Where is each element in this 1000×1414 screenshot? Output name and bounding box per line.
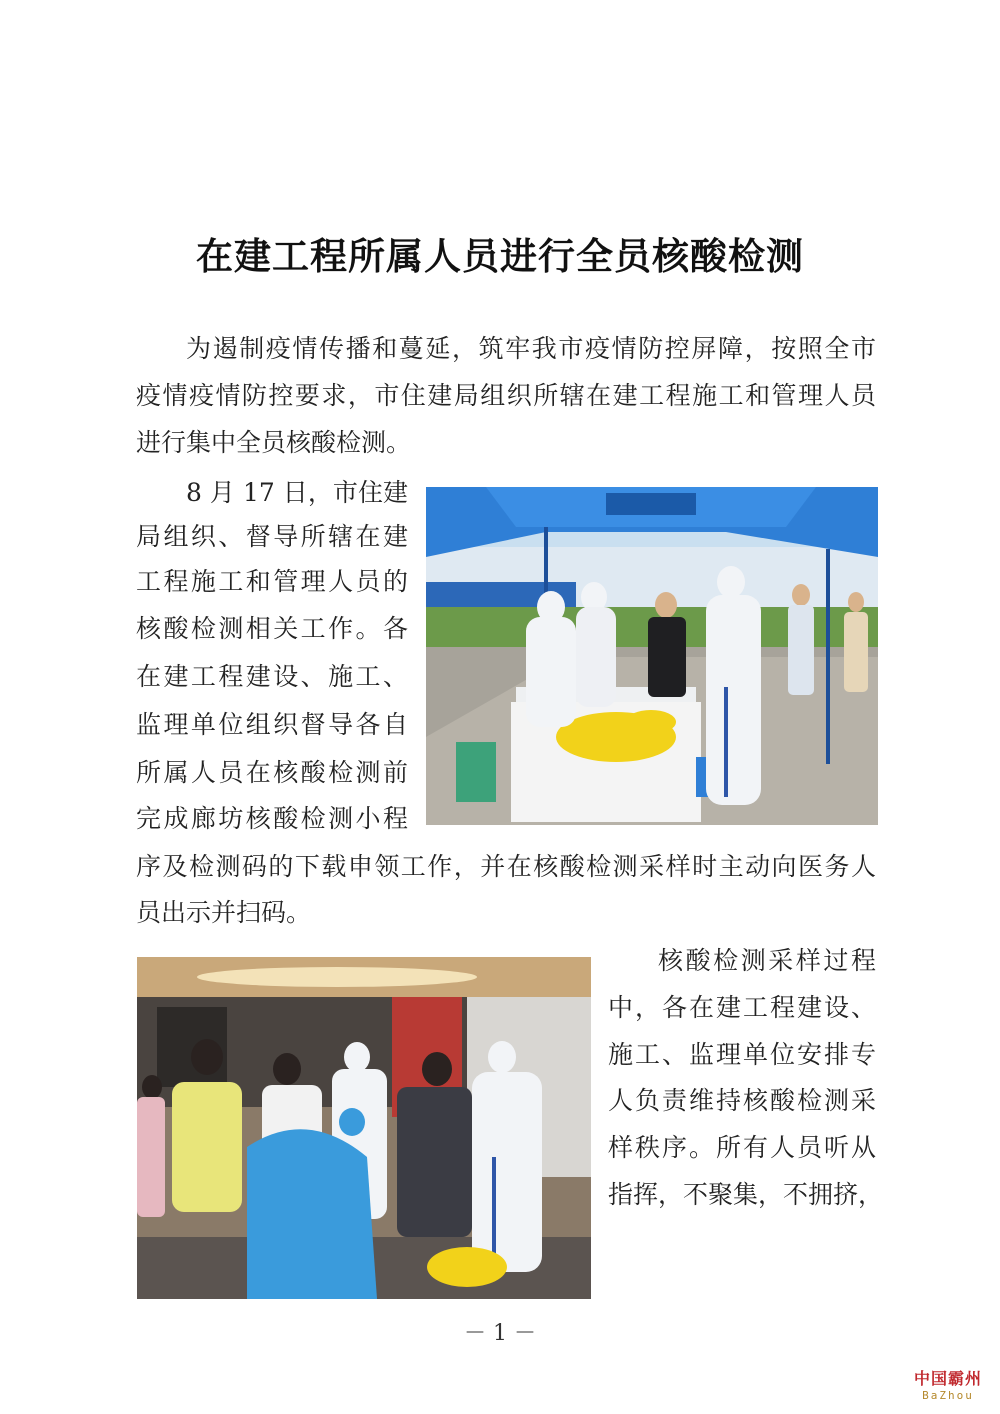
indoor-testing-photo	[137, 957, 591, 1299]
para3-line-1: 核酸检测采样过程	[658, 946, 876, 975]
para2-cont-line-2: 员出示并扫码。	[136, 898, 312, 927]
para3-line-3: 施工、监理单位安排专	[608, 1040, 876, 1069]
outdoor-testing-photo	[426, 487, 878, 825]
para3-line-4: 人负责维持核酸检测采	[608, 1086, 876, 1115]
para2-line-2: 局组织、督导所辖在建	[136, 522, 408, 551]
para2-line-6: 监理单位组织督导各自	[136, 710, 408, 739]
para1-line-2: 疫情疫情防控要求，市住建局组织所辖在建工程施工和管理人员	[136, 381, 876, 410]
watermark-logo	[914, 1366, 982, 1402]
para2-line-4: 核酸检测相关工作。各	[136, 614, 408, 643]
document-title: 在建工程所属人员进行全员核酸检测	[196, 235, 804, 278]
para3-line-2: 中，各在建工程建设、	[608, 993, 876, 1022]
watermark-cn-a: 中国	[913, 1369, 948, 1388]
para2-line-1: 8 月 17 日，市住建	[186, 478, 408, 507]
para2-cont-line-1: 序及检测码的下载申领工作，并在核酸检测采样时主动向医务人	[136, 852, 876, 881]
para3-line-5: 样秩序。所有人员听从	[608, 1133, 876, 1162]
watermark-cn-b: 霸州	[947, 1369, 982, 1388]
para2-line-8: 完成廊坊核酸检测小程	[136, 804, 408, 833]
para2-line-3: 工程施工和管理人员的	[136, 567, 408, 596]
para3-line-6: 指挥，不聚集，不拥挤，	[608, 1180, 884, 1209]
para2-line-5: 在建工程建设、施工、	[136, 662, 408, 691]
page-number: － 1 －	[464, 1321, 536, 1346]
para1-line-3: 进行集中全员核酸检测。	[136, 428, 412, 457]
watermark-en: BaZhou	[922, 1389, 974, 1402]
para1-line-1: 为遏制疫情传播和蔓延，筑牢我市疫情防控屏障，按照全市	[186, 334, 876, 363]
para2-line-7: 所属人员在核酸检测前	[136, 758, 408, 787]
